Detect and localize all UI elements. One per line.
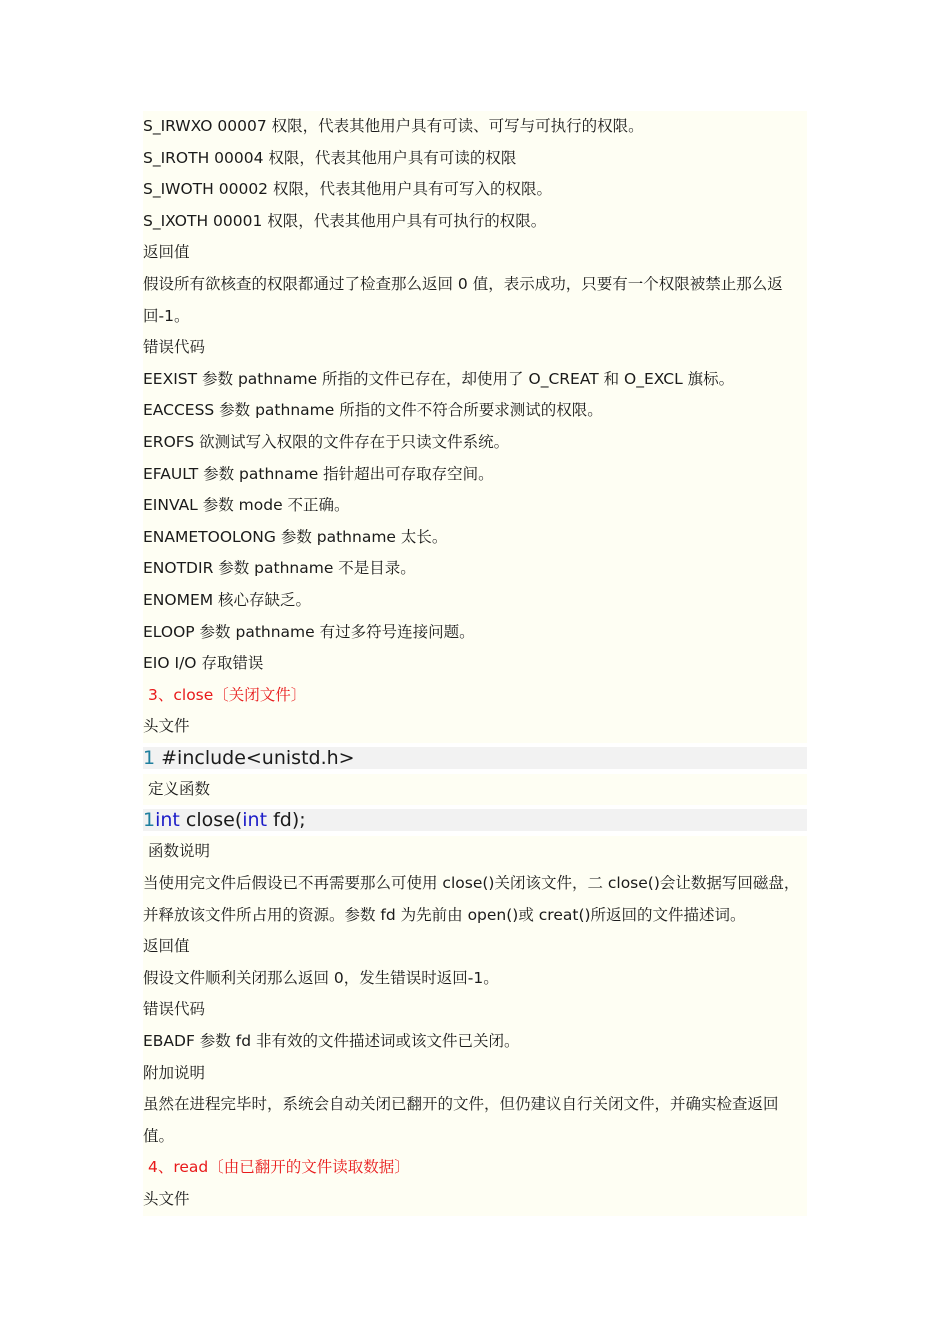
text-line: S_IXOTH 00001 权限，代表其他用户具有可执行的权限。 [143,206,807,238]
text-line: ELOOP 参数 pathname 有过多符号连接问题。 [143,617,807,649]
text-line: 值。 [143,1121,807,1153]
text-line: EIO I/O 存取错误 [143,648,807,680]
text-line: EFAULT 参数 pathname 指针超出可存取存空间。 [143,459,807,491]
return-value-label: 返回值 [143,237,807,269]
document-body [143,111,807,1216]
text-line: ENOMEM 核心存缺乏。 [143,585,807,617]
text-line: 假设文件顺利关闭那么返回 0，发生错误时返回-1。 [143,963,807,995]
text-line: EACCESS 参数 pathname 所指的文件不符合所要求测试的权限。 [143,395,807,427]
code-block-close-signature [143,809,807,831]
code-line-number: 1 [143,809,156,832]
extra-notes-label: 附加说明 [143,1058,807,1090]
text-line: EEXIST 参数 pathname 所指的文件已存在，却使用了 O_CREAT 和 O_EXCL 旗标。 [143,364,807,396]
text-line: 回-1。 [143,301,807,333]
text-line: EBADF 参数 fd 非有效的文件描述词或该文件已关闭。 [143,1026,807,1058]
function-description-label: 函数说明 [143,836,807,868]
text-line: S_IROTH 00004 权限，代表其他用户具有可读的权限 [143,143,807,175]
code-keyword: int [155,809,180,832]
section-heading-close: 3、close〔关闭文件〕 [143,680,807,712]
code-text: #include<unistd.h> [155,746,355,769]
code-text: fd); [267,809,306,832]
text-line: ENAMETOOLONG 参数 pathname 太长。 [143,522,807,554]
define-function-label: 定义函数 [143,774,807,806]
text-line: 当使用完文件后假设已不再需要那么可使用 close()关闭该文件，二 close()会让数据写回磁盘， [143,868,807,900]
text-line: EROFS 欲测试写入权限的文件存在于只读文件系统。 [143,427,807,459]
text-line: ENOTDIR 参数 pathname 不是目录。 [143,553,807,585]
text-line: S_IRWXO 00007 权限，代表其他用户具有可读、可写与可执行的权限。 [143,111,807,143]
text-line: 并释放该文件所占用的资源。参数 fd 为先前由 open()或 creat()所返回的文件描述词。 [143,900,807,932]
text-line: 虽然在进程完毕时，系统会自动关闭已翻开的文件，但仍建议自行关闭文件，并确实检查返回 [143,1089,807,1121]
header-file-label: 头文件 [143,711,807,743]
error-code-label: 错误代码 [143,994,807,1026]
header-file-label: 头文件 [143,1184,807,1216]
text-line: S_IWOTH 00002 权限，代表其他用户具有可写入的权限。 [143,174,807,206]
code-block-include [143,747,807,769]
code-text: close( [179,809,243,832]
code-line-number: 1 [143,746,156,769]
text-line: 假设所有欲核查的权限都通过了检查那么返回 0 值，表示成功，只要有一个权限被禁止那么返 [143,269,807,301]
return-value-label: 返回值 [143,931,807,963]
error-code-label: 错误代码 [143,332,807,364]
section-heading-read: 4、read〔由已翻开的文件读取数据〕 [143,1152,807,1184]
text-line: EINVAL 参数 mode 不正确。 [143,490,807,522]
code-keyword: int [242,809,268,832]
